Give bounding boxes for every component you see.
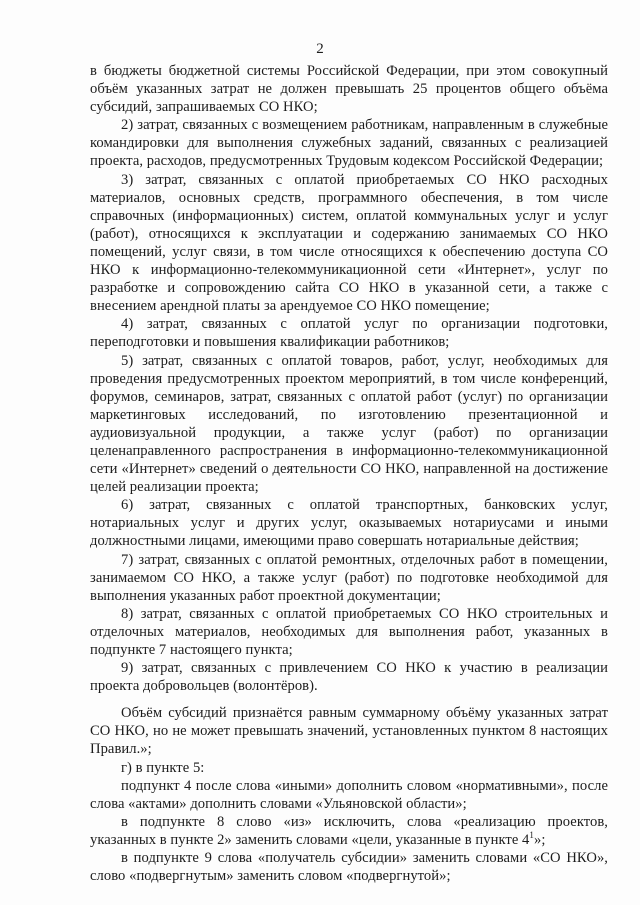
paragraph-continuation: в бюджеты бюджетной системы Российской Федерации, при этом совокупный объём указанных затрат не должен превышать 25 процентов общего объёма субсидий, запрашиваемых СО НКО; — [90, 63, 608, 116]
paragraph-item-9: 9) затрат, связанных с привлечением СО НКО к участию в реализации проекта добровольцев (волонтёров). — [90, 660, 608, 695]
paragraph-item-5: 5) затрат, связанных с оплатой товаров, работ, услуг, необходимых для проведения предусмотренных проектом мероприятий, в том числе конференций, форумов, семинаров, затрат, связанных с оплатой работ (услуг) по организации маркетинговых исследований, по изготовлению презентационной и аудиовизуальной продукции, а также услуг (работ) по организации целенаправленного распространения в информационно-телекоммуникационной сети «Интернет» сведений о деятельности СО НКО, направленной на достижение целей реализации проекта; — [90, 352, 608, 496]
paragraph-item-3: 3) затрат, связанных с оплатой приобретаемых СО НКО расходных материалов, основных средств, программного обеспечения, в том числе справочных (информационных) систем, оплатой коммунальных услуг и услуг (работ), относящихся к эксплуатации и содержанию занимаемых СО НКО помещений, услуг связи, в том числе относящихся к обеспечению доступа СО НКО к информационно-телекоммуникационной сети «Интернет», услуг по разработке и сопровождению сайта СО НКО в указанной сети, а также с внесением арендной платы за арендуемое СО НКО помещение; — [90, 171, 608, 315]
paragraph-item-4: 4) затрат, связанных с оплатой услуг по организации подготовки, переподготовки и повышения квалификации работников; — [90, 316, 608, 351]
paragraph-item-7: 7) затрат, связанных с оплатой ремонтных, отделочных работ в помещении, занимаемом СО НКО, а также услуг (работ) по подготовке необходимой для выполнения указанных работ проектной документации; — [90, 551, 608, 604]
paragraph-clause-g: г) в пункте 5: — [121, 759, 205, 776]
document-body — [90, 62, 608, 885]
paragraph-item-2: 2) затрат, связанных с возмещением работникам, направленным в служебные командировки для выполнения служебных заданий, связанных с реализацией проекта, расходов, предусмотренных Трудовым кодексом Российской Федерации; — [90, 117, 608, 170]
paragraph-subsidy-volume: Объём субсидий признаётся равным суммарному объёму указанных затрат СО НКО, но не может превышать значений, установленных пунктом 8 настоящих Правил.»; — [90, 705, 608, 758]
paragraph-subclause-8-tail: »; — [533, 831, 546, 848]
paragraph-item-6: 6) затрат, связанных с оплатой транспортных, банковских услуг, нотариальных услуг и других услуг, оказываемых нотариусами и иными должностными лицами, имеющими право совершать нотариальные действия; — [90, 497, 608, 550]
paragraph-subclause-4: подпункт 4 после слова «иными» дополнить словом «нормативными», после слова «актами» дополнить словами «Ульяновской области»; — [90, 777, 608, 812]
paragraph-item-8: 8) затрат, связанных с оплатой приобретаемых СО НКО строительных и отделочных материалов, необходимых для выполнения работ, указанных в подпункте 7 настоящего пункта; — [90, 605, 608, 658]
paragraph-subclause-9: в подпункте 9 слова «получатель субсидии» заменить словами «СО НКО», слово «подвергнутым» заменить словом «подвергнутой»; — [90, 850, 608, 885]
superscript-reference: 1 — [529, 830, 534, 841]
paragraph-subclause-8-text: в подпункте 8 слово «из» исключить, слова «реализацию проектов, указанных в пункте 2» заменить словами «цели, указанные в пункте 4 — [90, 813, 608, 848]
page-number: 2 — [316, 41, 324, 57]
paragraph-subclause-8 — [90, 813, 608, 849]
